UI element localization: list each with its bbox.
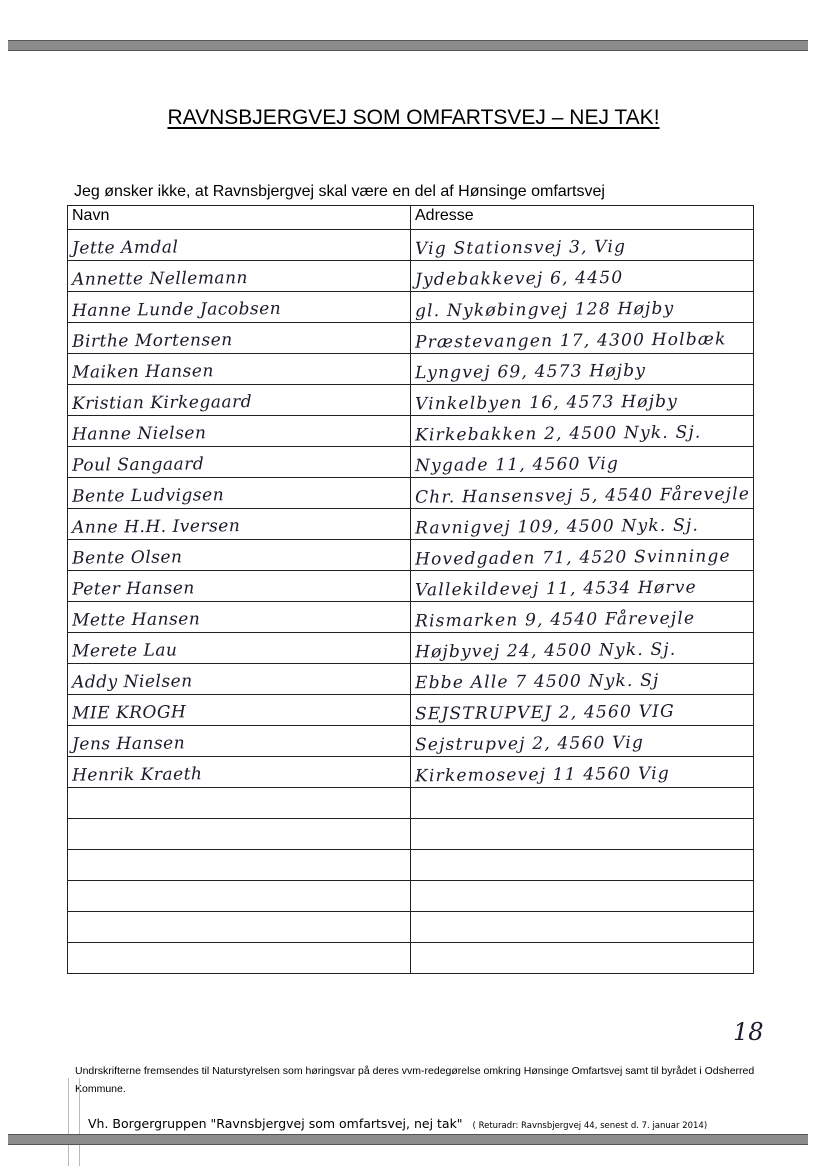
name-cell	[68, 509, 411, 540]
address-cell	[411, 478, 754, 509]
name-cell	[68, 354, 411, 385]
handwritten-address: SEJSTRUPVEJ 2, 4560 VIG	[414, 701, 675, 725]
handwritten-name: Maiken Hansen	[71, 361, 214, 383]
table-row	[68, 323, 754, 354]
name-cell	[68, 447, 411, 478]
address-cell	[411, 819, 754, 850]
name-cell	[68, 757, 411, 788]
table-row	[68, 819, 754, 850]
address-cell	[411, 664, 754, 695]
signature-line	[88, 1116, 707, 1131]
signature-text: Vh. Borgergruppen "Ravnsbjergvej som omfartsvej, nej tak"	[88, 1116, 463, 1131]
address-cell	[411, 571, 754, 602]
name-cell	[68, 850, 411, 881]
binding-margin-marks	[68, 1078, 80, 1166]
handwritten-name: Annette Nellemann	[71, 268, 249, 290]
table-row	[68, 292, 754, 323]
address-cell	[411, 788, 754, 819]
handwritten-name: Jette Amdal	[71, 237, 179, 259]
address-cell	[411, 509, 754, 540]
address-cell	[411, 447, 754, 478]
table-row	[68, 230, 754, 261]
handwritten-name: Hanne Lunde Jacobsen	[71, 298, 282, 322]
handwritten-name: Jens Hansen	[71, 733, 186, 755]
name-cell	[68, 385, 411, 416]
address-cell	[411, 943, 754, 974]
handwritten-name: Poul Sangaard	[71, 454, 205, 476]
name-cell	[68, 323, 411, 354]
table-row	[68, 943, 754, 974]
intro-text: Jeg ønsker ikke, at Ravnsbjergvej skal være en del af Hønsinge omfartsvej	[74, 183, 605, 200]
table-row	[68, 695, 754, 726]
table-row	[68, 633, 754, 664]
handwritten-name: Bente Ludvigsen	[71, 485, 225, 507]
address-cell	[411, 292, 754, 323]
table-header-row	[68, 206, 754, 230]
name-cell	[68, 230, 411, 261]
handwritten-address: Ravnigvej 109, 4500 Nyk. Sj.	[414, 515, 700, 539]
table-row	[68, 850, 754, 881]
handwritten-address: Chr. Hansensvej 5, 4540 Fårevejle	[414, 484, 751, 508]
handwritten-name: Henrik Kraeth	[71, 764, 203, 786]
table-row	[68, 385, 754, 416]
name-cell	[68, 540, 411, 571]
handwritten-name: Birthe Mortensen	[71, 330, 233, 352]
address-cell	[411, 602, 754, 633]
document-title: RAVNSBJERGVEJ SOM OMFARTSVEJ – NEJ TAK!	[167, 106, 660, 129]
handwritten-name: Mette Hansen	[71, 609, 201, 631]
table-row	[68, 354, 754, 385]
handwritten-address: Vig Stationsvej 3, Vig	[414, 236, 627, 260]
name-cell	[68, 416, 411, 447]
handwritten-name: Bente Olsen	[71, 547, 183, 569]
table-row	[68, 757, 754, 788]
name-cell	[68, 261, 411, 292]
table-row	[68, 540, 754, 571]
name-cell	[68, 292, 411, 323]
name-cell	[68, 819, 411, 850]
handwritten-address: Højbyvej 24, 4500 Nyk. Sj.	[414, 639, 677, 663]
name-cell	[68, 788, 411, 819]
table-row	[68, 664, 754, 695]
handwritten-name: Peter Hansen	[71, 578, 195, 600]
address-cell	[411, 633, 754, 664]
address-cell	[411, 726, 754, 757]
return-address-note: ( Returadr: Ravnsbjergvej 44, senest d. 7. januar 2014)	[472, 1121, 708, 1131]
handwritten-address: Rismarken 9, 4540 Fårevejle	[414, 608, 696, 632]
address-cell	[411, 323, 754, 354]
table-row	[68, 416, 754, 447]
handwritten-name: Merete Lau	[71, 640, 178, 662]
table-row	[68, 912, 754, 943]
table-row	[68, 261, 754, 292]
address-cell	[411, 881, 754, 912]
table-row	[68, 881, 754, 912]
table-row	[68, 788, 754, 819]
table-row	[68, 602, 754, 633]
handwritten-address: Kirkebakken 2, 4500 Nyk. Sj.	[414, 422, 702, 446]
handwritten-name: Addy Nielsen	[71, 671, 193, 693]
address-cell	[411, 695, 754, 726]
table-row	[68, 726, 754, 757]
address-cell	[411, 757, 754, 788]
table-row	[68, 478, 754, 509]
address-cell	[411, 540, 754, 571]
handwritten-address: Ebbe Alle 7 4500 Nyk. Sj	[414, 670, 660, 694]
address-cell	[411, 850, 754, 881]
handwritten-address: Nygade 11, 4560 Vig	[414, 453, 620, 477]
bottom-rule	[8, 1134, 808, 1145]
handwritten-name: Hanne Nielsen	[71, 423, 207, 445]
handwritten-address: Sejstrupvej 2, 4560 Vig	[414, 732, 645, 756]
table-row	[68, 571, 754, 602]
address-cell	[411, 230, 754, 261]
handwritten-name: Kristian Kirkegaard	[71, 392, 253, 414]
handwritten-name: Anne H.H. Iversen	[71, 516, 241, 538]
handwritten-address: Vallekildevej 11, 4534 Hørve	[414, 577, 697, 601]
name-cell	[68, 943, 411, 974]
name-cell	[68, 602, 411, 633]
address-cell	[411, 385, 754, 416]
handwritten-address: Hovedgaden 71, 4520 Svinninge	[414, 546, 731, 570]
handwritten-address: Vinkelbyen 16, 4573 Højby	[414, 391, 679, 415]
column-header-name: Navn	[68, 206, 411, 230]
table-body	[68, 230, 754, 974]
handwritten-address: Kirkemosevej 11 4560 Vig	[414, 763, 671, 787]
name-cell	[68, 726, 411, 757]
name-cell	[68, 571, 411, 602]
handwritten-address: Lyngvej 69, 4573 Højby	[414, 360, 647, 384]
name-cell	[68, 695, 411, 726]
address-cell	[411, 354, 754, 385]
name-cell	[68, 664, 411, 695]
handwritten-address: Jydebakkevej 6, 4450	[414, 267, 624, 291]
footnote-text: Undrskrifterne fremsendes til Naturstyrelsen som høringsvar på deres vvm-redegørelse omkring Hønsinge Omfartsvej samt til byrådet i Odsherred Kommune.	[75, 1065, 755, 1095]
handwritten-address: Præstevangen 17, 4300 Holbæk	[414, 329, 727, 353]
name-cell	[68, 912, 411, 943]
address-cell	[411, 416, 754, 447]
address-cell	[411, 261, 754, 292]
name-cell	[68, 633, 411, 664]
handwritten-name: MIE KROGH	[71, 702, 187, 724]
name-cell	[68, 881, 411, 912]
handwritten-address: gl. Nykøbingvej 128 Højby	[414, 298, 675, 322]
top-rule	[8, 40, 808, 51]
name-cell	[68, 478, 411, 509]
table-row	[68, 509, 754, 540]
signature-table	[67, 205, 754, 974]
page-number-mark: 18	[733, 1018, 764, 1046]
address-cell	[411, 912, 754, 943]
column-header-address: Adresse	[411, 206, 754, 230]
table-row	[68, 447, 754, 478]
